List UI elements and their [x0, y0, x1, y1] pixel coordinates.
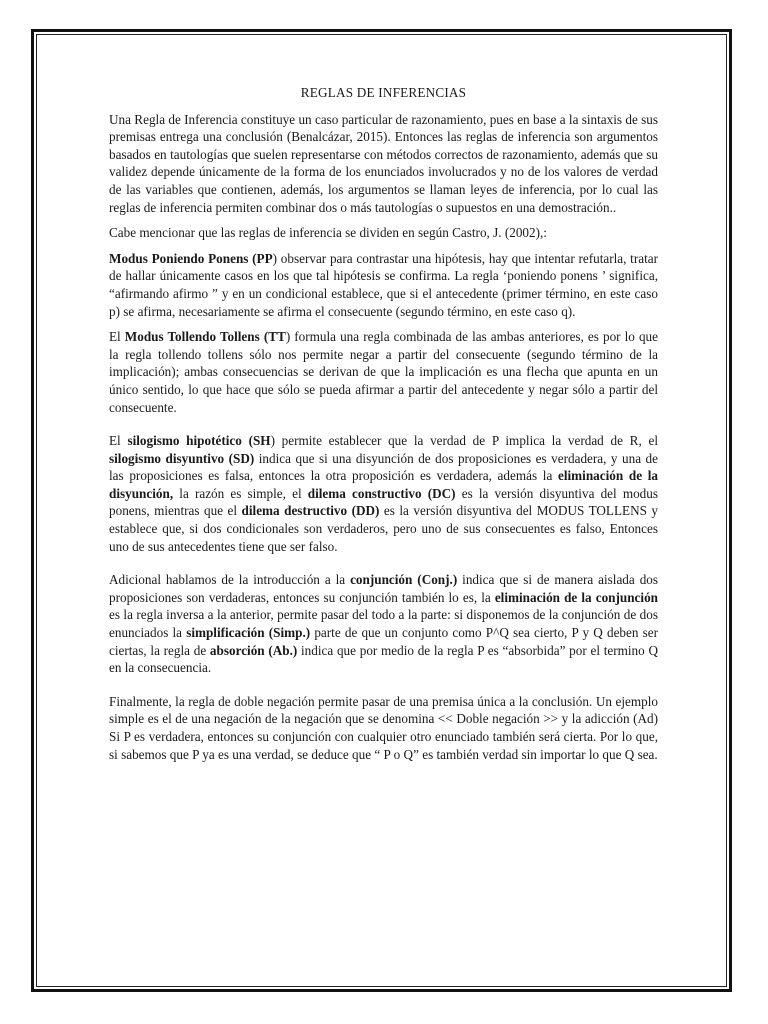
term-simplificacion: simplificación (Simp.): [186, 625, 311, 641]
paragraph-division: Cabe mencionar que las reglas de inferencia se dividen en según Castro, J. (2002),:: [109, 225, 547, 241]
paragraph-modus-ponens: Modus Poniendo Ponens (PP) observar para contrastar una hipótesis, hay que intentar refutarla, tratar de hallar únicamente casos en los que tal hipótesis se confirma. La regla ‘poniendo ponens ’ significa, “afirmando afirmo ” y en un condicional establece, que si el antecedente (primer término, en este caso p) se afirma, necesariamente se afirma el consecuente (segundo término, en este caso q).: [109, 250, 658, 319]
term-eliminacion-disyuncion: eliminación de la disyunción,: [109, 468, 658, 501]
term-dilema-destructivo: dilema destructivo (DD): [241, 503, 380, 519]
term-absorcion: absorción (Ab.): [209, 642, 298, 658]
term-dilema-constructivo: dilema constructivo (DC): [307, 485, 456, 501]
term-silogismo-hipotetico: silogismo hipotético (SH: [127, 433, 271, 449]
term-conjuncion: conjunción (Conj.): [350, 572, 458, 588]
paragraph-conjuncion: Adicional hablamos de la introducción a la conjunción (Conj.) indica que si de manera aislada dos proposiciones son verdaderas, entonces su conjunción también lo es, la eliminación de la conjunción es la regla inversa a la anterior, permite pasar del todo a la parte: si disponemos de la conjunción de dos enunciados la simplificación (Simp.) parte de que un conjunto como P^Q sea cierto, P y Q deben ser ciertas, la regla de absorción (Ab.) indica que por medio de la regla P es “absorbida” por el termino Q en la consecuencia.: [109, 572, 659, 676]
paragraph-modus-tollens: El Modus Tollendo Tollens (TT) formula una regla combinada de las ambas anteriores, es por lo que la regla tollendo tollens sólo nos permite negar a partir del consecuente (segundo término de la implicación); ambas consecuencias se derivan de que la implicación es una flecha que apunta en un único sentido, lo que hace que sólo se pueda afirmar a partir del antecedente y negar sólo a partir del consecuente.: [109, 329, 658, 415]
term-silogismo-disyuntivo: silogismo disyuntivo (SD): [109, 450, 255, 466]
paragraph-introduction: Una Regla de Inferencia constituye un caso particular de razonamiento, pues en base a la sintaxis de sus premisas entrega una conclusión (Benalcázar, 2015). Entonces las reglas de inferencia son argumentos basados en tautologías que suelen representarse con métodos correctos de razonamiento, además que su validez depende únicamente de la forma de los enunciados involucrados y no de los valores de verdad de las variables que contienen, además, los argumentos se llaman leyes de inferencia, por lo cual las reglas de inferencia permiten combinar dos o más tautologías o supuestos en una demostración..: [109, 111, 658, 215]
document-title: REGLAS DE INFERENCIAS: [300, 85, 467, 100]
term-eliminacion-conjuncion: eliminación de la conjunción: [494, 589, 658, 605]
paragraph-doble-negacion: Finalmente, la regla de doble negación permite pasar de una premisa única a la conclusión. Un ejemplo simple es el de una negación de la negación que se denomina << Doble negación >> y la adicción (Ad) Si P es verdadera, entonces su conjunción con cualquier otro enunciado también será cierta. Por lo que, si sabemos que P ya es una verdad, se deduce que “ P o Q” es también verdad sin importar lo que Q sea.: [109, 693, 658, 762]
document-body: [109, 84, 658, 763]
term-modus-ponens: Modus Poniendo Ponens (PP: [109, 250, 273, 266]
term-modus-tollens: Modus Tollendo Tollens (TT: [124, 329, 286, 345]
paragraph-silogismos: El silogismo hipotético (SH) permite establecer que la verdad de P implica la verdad de R, el silogismo disyuntivo (SD) indica que si una disyunción de dos proposiciones es verdadera, y una de las proposiciones es falsa, entonces la otra proposición es verdadera, además la eliminación de la disyunción, la razón es simple, el dilema constructivo (DC) es la versión disyuntiva del modus ponens, mientras que el dilema destructivo (DD) es la versión disyuntiva del MODUS TOLLENS y establece que, si dos condicionales son verdaderos, pero uno de sus consecuentes es falso, Entonces uno de sus antecedentes tiene que ser falso.: [109, 433, 659, 554]
